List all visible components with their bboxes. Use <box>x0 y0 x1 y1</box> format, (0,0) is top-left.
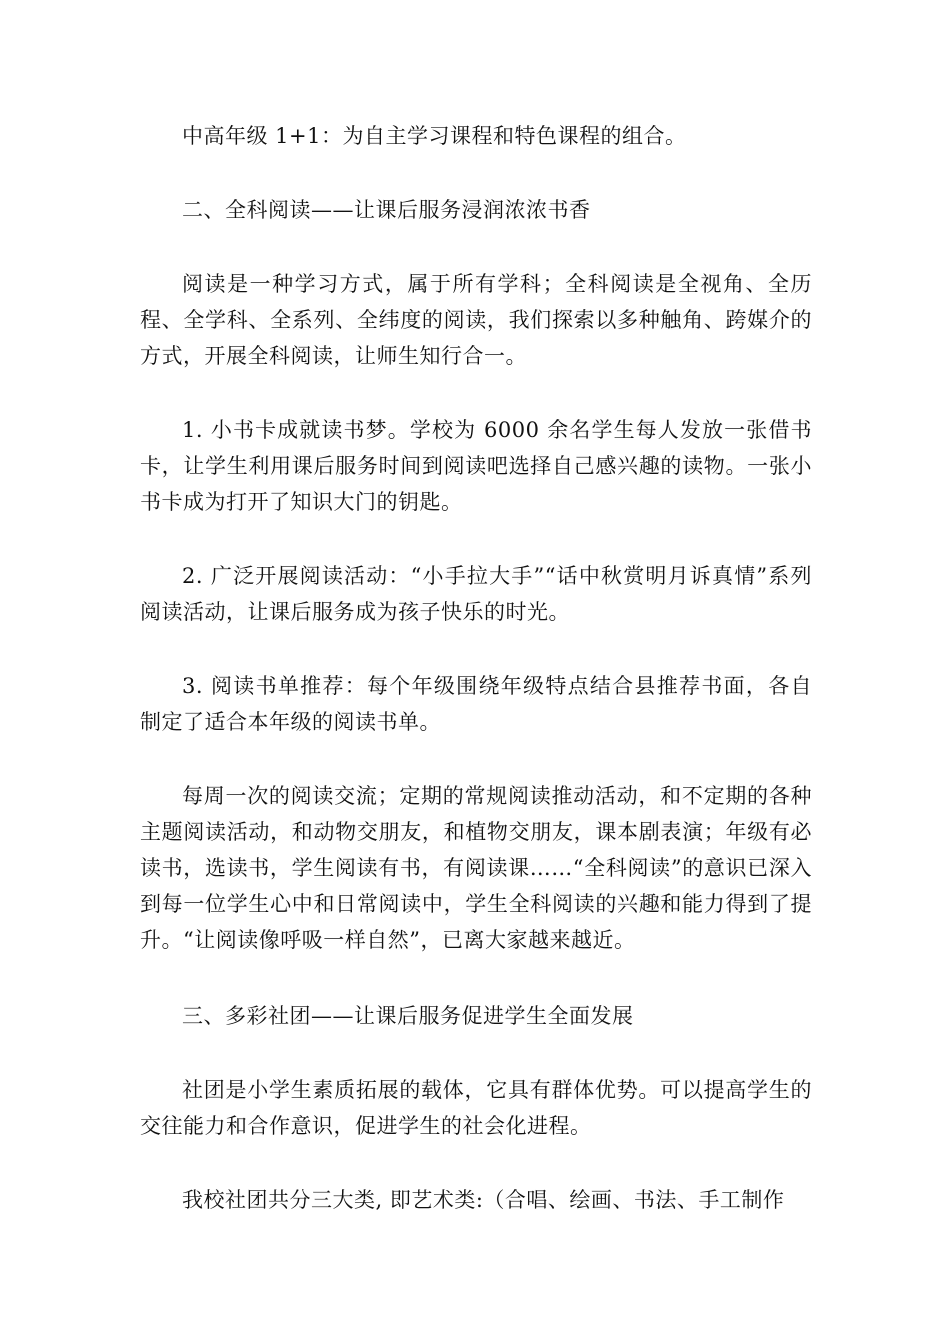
paragraph-club-categories: 我校社团共分三大类, 即艺术类:（合唱、绘画、书法、手工制作 <box>182 1188 785 1212</box>
paragraph-weekly-exchange: 每周一次的阅读交流；定期的常规阅读推动活动，和不定期的各种主题阅读活动，和动物交朋友，和植物交朋友，课本剧表演；年级有必读书，选读书，学生阅读有书，有阅读课……“全科阅读”的意识已深入到每一位学生心中和日常阅读中，学生全科阅读的兴趣和能力得到了提升。“让阅读像呼吸一样自然”，已离大家越来越近。 <box>140 784 812 952</box>
section-heading-clubs: 三、多彩社团——让课后服务促进学生全面发展 <box>182 1004 634 1028</box>
paragraph-reading-activities: 2. 广泛开展阅读活动：“小手拉大手”“话中秋赏明月诉真情”系列阅读活动，让课后服务成为孩子快乐的时光。 <box>140 564 812 624</box>
paragraph-grade-courses: 中高年级 1+1：为自主学习课程和特色课程的组合。 <box>182 124 687 148</box>
paragraph-book-list: 3. 阅读书单推荐：每个年级围绕年级特点结合县推荐书面，各自制定了适合本年级的阅读书单。 <box>140 674 812 734</box>
section-heading-reading: 二、全科阅读——让课后服务浸润浓浓书香 <box>182 198 591 222</box>
paragraph-clubs-intro: 社团是小学生素质拓展的载体，它具有群体优势。可以提高学生的交往能力和合作意识，促进学生的社会化进程。 <box>140 1078 812 1138</box>
paragraph-book-card: 1. 小书卡成就读书梦。学校为 6000 余名学生每人发放一张借书卡，让学生利用课后服务时间到阅读吧选择自己感兴趣的读物。一张小书卡成为打开了知识大门的钥匙。 <box>140 418 812 514</box>
paragraph-reading-intro: 阅读是一种学习方式，属于所有学科；全科阅读是全视角、全历程、全学科、全系列、全纬度的阅读，我们探索以多种触角、跨媒介的方式，开展全科阅读，让师生知行合一。 <box>140 272 812 368</box>
